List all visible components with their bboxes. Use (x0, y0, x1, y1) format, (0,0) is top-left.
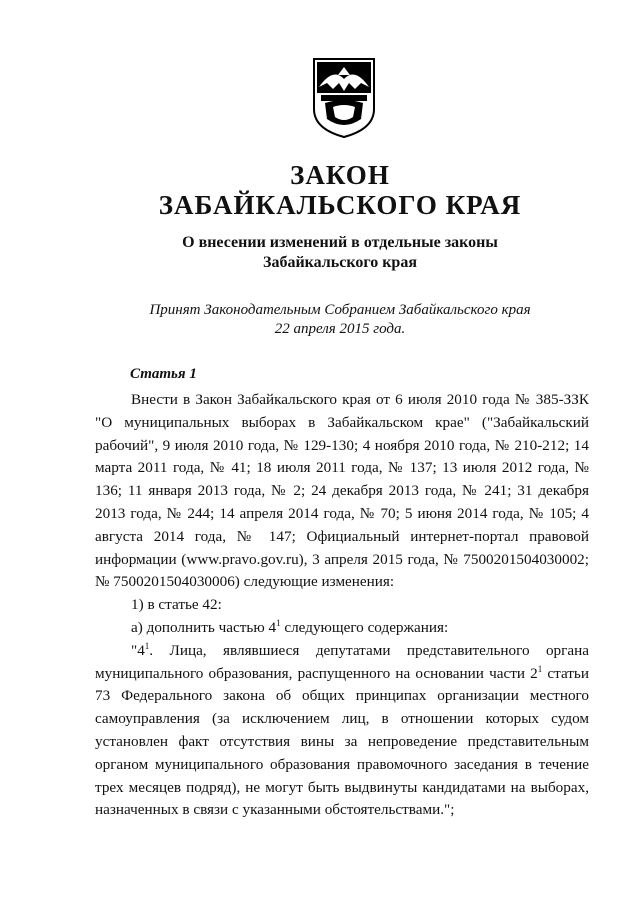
document-title-region: ЗАБАЙКАЛЬСКОГО КРАЯ (158, 190, 522, 220)
item-1: 1) в статье 42: (131, 596, 222, 614)
adoption-note (0, 301, 640, 339)
subtitle-line-2: Забайкальского края (263, 254, 417, 271)
article-heading: Статья 1 (130, 366, 197, 382)
coat-of-arms-icon (311, 57, 377, 139)
adoption-line-1: Принят Законодательным Собранием Забайкальского края (149, 302, 531, 318)
document-subtitle (0, 233, 640, 273)
subtitle-line-1: О внесении изменений в отдельные законы (182, 234, 498, 251)
item-a-suffix: следующего содержания: (280, 618, 449, 636)
document-title: ЗАКОН (290, 160, 390, 190)
article-body (95, 389, 589, 822)
quote-text-2: статьи 73 Федерального закона об общих принципах организации местного самоуправления (за исключением лиц, в отношении которых судом установлен факт отсутствия вины за непроведение представительным органом муниципального образования правомочного заседания в течение трех месяцев подряд), не могут быть выдвинуты кандидатами на выборах, назначенных в связи с указанными обстоятельствами."; (95, 664, 589, 819)
quote-text-1: . Лица, являвшиеся депутатами представительного органа муниципального образования, распущенного на основании части 2 (95, 641, 589, 682)
quote-prefix: "4 (131, 641, 145, 659)
quote-superscript-2: 1 (537, 663, 543, 674)
item-a-superscript: 1 (276, 617, 281, 628)
article-intro-paragraph: Внести в Закон Забайкальского края от 6 июля 2010 года № 385-ЗЗК "О муниципальных выборах в Забайкальском крае" ("Забайкальский рабочий", 9 июля 2010 года, № 129-130; 4 ноября 2010 года, № 210-212; 14 марта 2011 года, № 41; 18 июля 2011 года, № 137; 13 июля 2012 года, № 136; 11 января 2013 года, № 2; 24 декабря 2013 года, № 241; 31 декабря 2013 года, № 244; 14 апреля 2014 года, № 70; 5 июня 2014 года, № 105; 4 августа 2014 года, № 147; Официальный интернет-портал правовой информации (www.pravo.gov.ru), 3 апреля 2015 года, № 7500201504030002; № 7500201504030006) следующие изменения: (95, 391, 589, 591)
quote-superscript-1: 1 (144, 640, 150, 651)
adoption-date: 22 апреля 2015 года. (274, 321, 406, 337)
item-a-prefix: а) дополнить частью 4 (131, 618, 277, 636)
item-a (95, 617, 589, 640)
quoted-part (95, 640, 589, 822)
